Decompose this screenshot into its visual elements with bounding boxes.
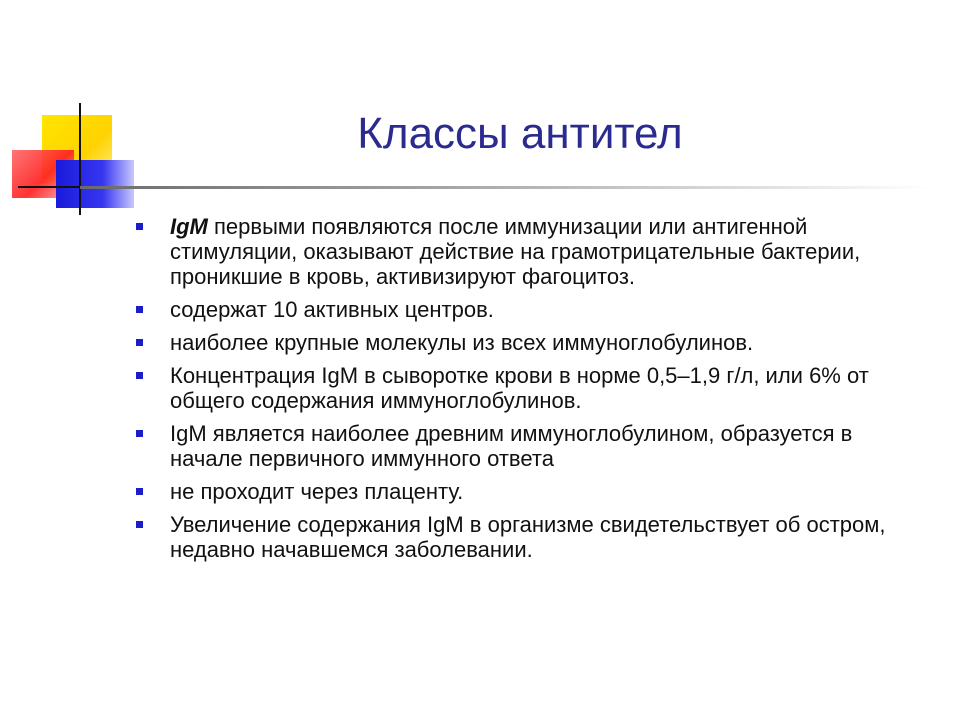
square-bullet-icon: [136, 306, 143, 313]
bullet-text: IgM является наиболее древним иммуноглобулином, образуется в начале первичного иммунного ответа: [170, 421, 853, 471]
square-bullet-icon: [136, 430, 143, 437]
bullet-text: не проходит через плаценту.: [170, 479, 464, 504]
bullet-text: первыми появляются после иммунизации или антигенной стимуляции, оказывают действие на грамотрицательные бактерии, проникшие в кровь, активизируют фагоцитоз.: [170, 214, 861, 289]
bullet-lead-term: IgM: [170, 214, 208, 239]
list-item: [134, 363, 924, 413]
square-bullet-icon: [136, 372, 143, 379]
square-bullet-icon: [136, 488, 143, 495]
decor-blue-square: [56, 160, 134, 208]
square-bullet-icon: [136, 223, 143, 230]
list-item: [134, 297, 924, 322]
square-bullet-icon: [136, 521, 143, 528]
bullet-text: содержат 10 активных центров.: [170, 297, 494, 322]
slide-title: Классы антител: [357, 109, 683, 158]
list-item: [134, 512, 924, 562]
list-item: [134, 421, 924, 471]
title-underline-rule: [80, 186, 930, 189]
square-bullet-icon: [136, 339, 143, 346]
list-item: [134, 214, 924, 289]
bullet-text: Увеличение содержания IgM в организме свидетельствует об остром, недавно начавшемся заболевании.: [170, 512, 886, 562]
bullet-list: [134, 214, 924, 570]
list-item: [134, 479, 924, 504]
list-item: [134, 330, 924, 355]
bullet-text: Концентрация IgM в сыворотке крови в норме 0,5–1,9 г/л, или 6% от общего содержания иммуноглобулинов.: [170, 363, 869, 413]
decor-vertical-line: [79, 103, 81, 215]
bullet-text: наиболее крупные молекулы из всех иммуноглобулинов.: [170, 330, 754, 355]
